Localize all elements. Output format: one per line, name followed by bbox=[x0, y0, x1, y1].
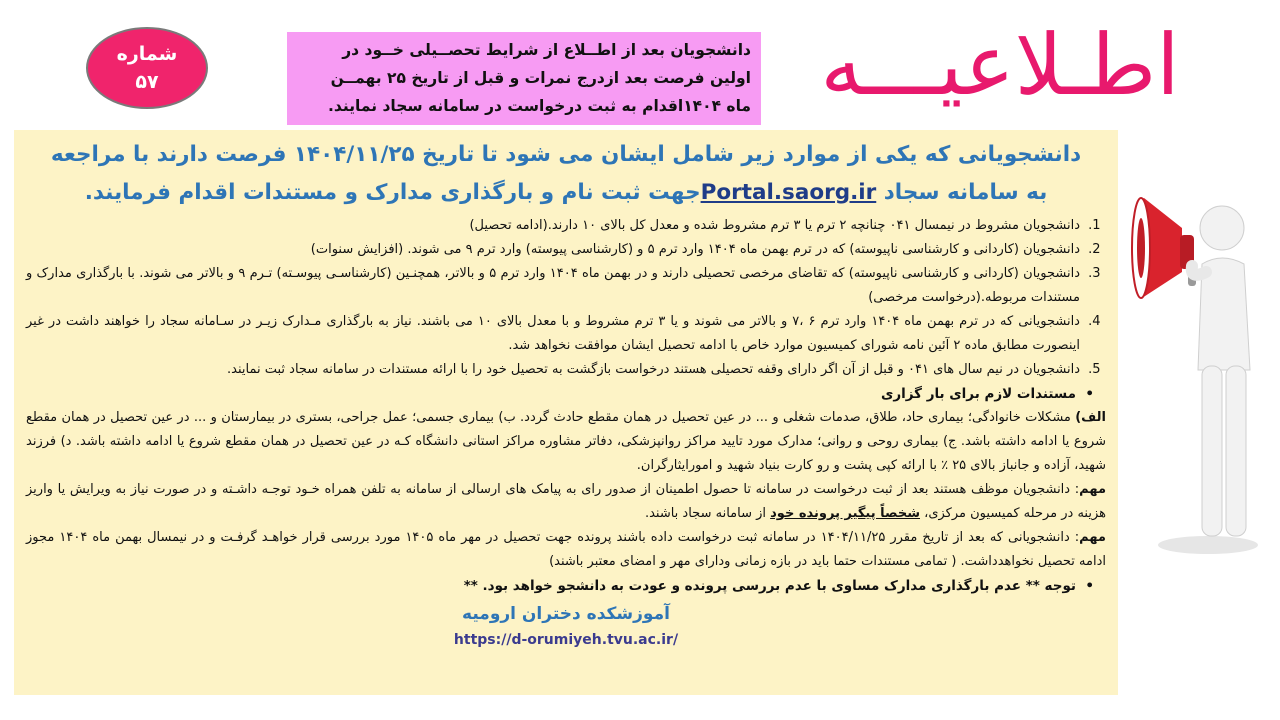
docs-label: الف) bbox=[1075, 410, 1106, 425]
conditions-list bbox=[26, 214, 1106, 382]
notice-title: اطـلاعیـــه bbox=[820, 16, 1180, 114]
important-note-1 bbox=[26, 478, 1106, 526]
notice-number-badge bbox=[86, 27, 208, 109]
important-label: مهم bbox=[1079, 482, 1106, 497]
main-content-box bbox=[14, 130, 1118, 695]
top-notice-line: دانشجویان بعد از اطــلاع از شرایط تحصــیلی خــود در bbox=[342, 41, 751, 59]
important-text: : دانشجویانی که بعد از تاریخ مقرر ۱۴۰۴/۱۱/۲۵ در سامانه ثبت درخواست داده باشند پرونده جهت تحصیل در مهر ماه ۱۴۰۵ مورد بررسی قرار خواهـد گرفـت و در نیمسال بهمن ماه ۱۴۰۴ مجوز ادامه تحصیل نخواهدداشت. ( تمامی مستندات حتما باید در بازه زمانی ودارای مهر و امضای معتبر باشند) bbox=[26, 530, 1106, 569]
headline-part1: دانشجویانی که یکی از موارد زیر شامل ایشان می شود تا تاریخ ۱۴۰۴/۱۱/۲۵ فرصت دارند با مراجعه bbox=[50, 142, 1082, 167]
portal-link[interactable]: Portal.saorg.ir bbox=[700, 180, 877, 205]
important-note-2 bbox=[26, 526, 1106, 574]
docs-paragraph bbox=[26, 406, 1106, 478]
top-notice-box bbox=[287, 32, 761, 125]
headline bbox=[26, 136, 1106, 212]
attention-note: • توجه ** عدم بارگذاری مدارک مساوی با عدم بررسی پرونده و عودت به دانشجو خواهد بود. ** bbox=[26, 574, 1106, 598]
list-item: 4. دانشجویانی که در ترم بهمن ماه ۱۴۰۴ وارد ترم ۶ ،۷ و بالاتر می شوند و یا ۳ ترم مشروط و با معدل بالای ۱۰ می باشند. نیاز به بارگذاری مـدارک زیـر در سـامانه سجاد را خواهند داشت در غیر اینصورت مطابق ماده ۲ آئین نامه شورای کمیسیون موارد خاص با ادامه تحصیل ایشان موافقت نخواهد شد. bbox=[26, 310, 1084, 358]
important-text: از سامانه سجاد باشند. bbox=[644, 506, 771, 521]
badge-number: ۵۷ bbox=[135, 71, 159, 93]
top-notice-line: اولین فرصت بعد ازدرج نمرات و قبل از تاریخ ۲۵ بهمــن bbox=[330, 69, 751, 87]
list-item: 2. دانشجویان (کاردانی و کارشناسی ناپیوسته) که در ترم بهمن ماه ۱۴۰۴ وارد ترم ۵ و (کارشناسی پیوسته) وارد ترم ۹ می شوند. (افزایش سنوات) bbox=[26, 238, 1084, 262]
important-label: مهم bbox=[1079, 530, 1106, 545]
important-text: : دانشجویان موظف هستند بعد از ثبت درخواست در سامانه تا حصول اطمینان از صدور رای به پیامک های ارسالی از سامانه به تلفن همراه خـود توجـه داشـته و در صورت نیاز به ویرایش یا واریز هزینه در مرحله کمیسیون مرکزی، bbox=[26, 482, 1106, 521]
list-item: 5. دانشجویان در نیم سال های ۰۴۱ و قبل از آن اگر دارای وقفه تحصیلی هستند درخواست بازگشت به تحصیل خود را با ارائه مستندات در سامانه سجاد ثبت نمایند. bbox=[26, 358, 1084, 382]
docs-text: مشکلات خانوادگی؛ بیماری حاد، طلاق، صدمات شغلی و ... در عین تحصیل در همان مقطع حادث گردد. ب) بیماری جسمی؛ عمل جراحی، بستری در بیمارستان و ... در عین تحصیل در همان مقطع شروع یا ادامه داشته باشد. ج) بیماری روحی و روانی؛ مدارک مورد تایید مراکز روانپزشکی، دفاتر مشاوره مراکز استانی دانشگاه کـه در عین تحصیل در همان مقطع شروع یا ادامه داشته باشد. د) فرزند شهید، آزاده و جانباز بالای ۲۵ ٪ با ارائه کپی پشت و رو کارت بنیاد شهید و امورایثارگران. bbox=[26, 410, 1106, 473]
headline-part2: به سامانه سجاد bbox=[876, 180, 1048, 205]
org-url[interactable]: https://d-orumiyeh.tvu.ac.ir/ bbox=[453, 632, 679, 648]
list-item: 3. دانشجویان (کاردانی و کارشناسی ناپیوسته) که تقاضای مرخصی تحصیلی دارند و در بهمن ماه ۱۴۰۴ وارد ترم ۵ و بالاتر، همچنـین (کارشناسـی پیوسـته) تـرم ۹ و بالاتر می شوند. با بارگذاری مدارک و مستندات مربوطه.(درخواست مرخصی) bbox=[26, 262, 1084, 310]
badge-label: شماره bbox=[116, 43, 178, 65]
org-name: آموزشکده دختران ارومیه bbox=[462, 604, 670, 624]
list-item: 1. دانشجویان مشروط در نیمسال ۰۴۱ چنانچه ۲ ترم یا ۳ ترم مشروط شده و معدل کل بالای ۱۰ دارند.(ادامه تحصیل) bbox=[26, 214, 1084, 238]
megaphone-figure-icon bbox=[1130, 180, 1275, 560]
top-notice-line: ماه ۱۴۰۴اقدام به ثبت درخواست در سامانه سجاد نمایند. bbox=[328, 97, 751, 115]
important-underlined: شخصاً پیگیر پرونده خود bbox=[770, 506, 920, 521]
docs-heading: • مستندات لازم برای بار گزاری bbox=[26, 382, 1106, 406]
headline-part3: جهت ثبت نام و بارگذاری مدارک و مستندات اقدام فرمایند. bbox=[84, 180, 701, 205]
